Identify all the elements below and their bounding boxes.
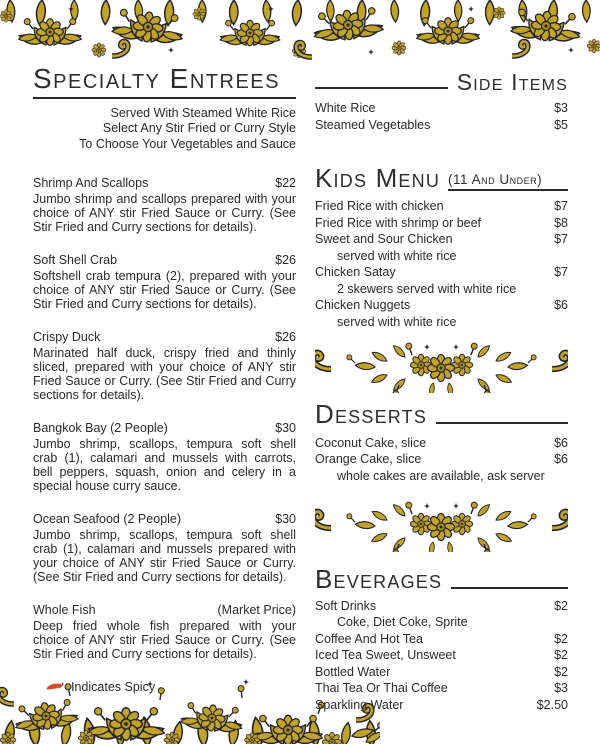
heading-rule — [451, 587, 568, 589]
menu-item — [33, 330, 296, 402]
item-price: $6 — [554, 452, 568, 467]
spicy-legend-label: Indicates Spicy — [71, 680, 156, 695]
floral-divider — [315, 339, 568, 393]
menu-item — [315, 598, 568, 631]
item-description: Jumbo shrimp and scallops prepared with your choice of ANY stir Fried Sauce or Curry. (See Stir Fried and Curry sections for details). — [33, 192, 296, 235]
item-price: $26 — [275, 253, 296, 268]
kids-menu-section — [315, 165, 568, 330]
menu-item — [315, 117, 568, 134]
menu-item — [33, 421, 296, 493]
menu-item — [315, 697, 568, 714]
item-price: $22 — [275, 176, 296, 191]
item-note: Coke, Diet Coke, Sprite — [337, 615, 468, 630]
item-note: whole cakes are available, ask server — [337, 468, 545, 483]
item-name: Sweet and Sour Chicken — [315, 232, 453, 247]
side-items-heading — [315, 70, 568, 94]
item-name: Orange Cake, slice — [315, 452, 422, 467]
menu-item — [315, 297, 568, 330]
floral-border-top — [0, 0, 600, 62]
section-title-desserts: Desserts — [315, 399, 428, 430]
subtitle-line: Served With Steamed White Rice — [110, 105, 296, 120]
spicy-legend — [45, 680, 296, 694]
item-price: $30 — [275, 421, 296, 436]
menu-item — [33, 512, 296, 584]
item-name: Thai Tea Or Thai Coffee — [315, 681, 448, 696]
kids-age-note-rule — [448, 172, 568, 191]
specialty-entrees-section — [33, 64, 296, 694]
item-price: $2 — [554, 648, 568, 663]
item-name: Sparkling Water — [315, 697, 404, 712]
menu-item — [315, 451, 568, 484]
item-description: Softshell crab tempura (2), prepared with your choice of ANY stir Fried Sauce or Curry. (See Stir Fried and Curry sections for details). — [33, 269, 296, 312]
heading-rule — [315, 87, 448, 89]
menu-item — [33, 603, 296, 661]
item-name: Steamed Vegetables — [315, 117, 431, 132]
menu-item — [33, 253, 296, 311]
item-price: $2 — [554, 598, 568, 613]
item-note: served with white rice — [337, 248, 457, 263]
item-price: $8 — [554, 215, 568, 230]
item-name: Fried Rice with chicken — [315, 199, 444, 214]
item-price: $2 — [554, 631, 568, 646]
item-name: Ocean Seafood (2 People) — [33, 512, 182, 527]
item-name: Coffee And Hot Tea — [315, 631, 423, 646]
item-name: Iced Tea Sweet, Unsweet — [315, 648, 456, 663]
section-title-specialty-entrees: Specialty Entrees — [33, 64, 296, 99]
menu-item — [315, 680, 568, 697]
item-name: Chicken Nuggets — [315, 298, 411, 313]
item-price: $26 — [275, 330, 296, 345]
menu-item — [315, 631, 568, 648]
kids-menu-heading — [315, 165, 568, 192]
heading-rule — [436, 422, 568, 424]
item-price: $2 — [554, 664, 568, 679]
item-price: $7 — [554, 232, 568, 247]
item-description: Jumbo shrimp, scallops, tempura soft shell crab (1), calamari and mussels prepared with your choice of ANY stir Fried Sauce or Curry. (See Stir Fried and Curry sections for details). — [33, 528, 296, 585]
side-items-list — [315, 100, 568, 133]
menu-item — [315, 647, 568, 664]
item-name: White Rice — [315, 101, 376, 116]
item-name: Soft Drinks — [315, 598, 377, 613]
chili-icon — [45, 681, 64, 693]
item-note: 2 skewers served with white rice — [337, 281, 517, 296]
item-price: $7 — [554, 265, 568, 280]
item-price: (Market Price) — [217, 603, 296, 618]
item-name: Soft Shell Crab — [33, 253, 118, 268]
floral-divider — [315, 498, 568, 552]
item-price: $5 — [554, 117, 568, 132]
desserts-section — [315, 401, 568, 484]
item-description: Jumbo shrimp, scallops, tempura soft shell crab (1), calamari and mussels with carrots, bell peppers, squash, onion and celery in a special house curry sauce. — [33, 437, 296, 494]
item-price: $2.50 — [536, 697, 568, 712]
right-column — [315, 70, 568, 713]
item-description: Deep fried whole fish prepared with your choice of ANY stir Fried Sauce or Curry. (See Stir Fried and Curry sections for details). — [33, 619, 296, 662]
kids-menu-list — [315, 198, 568, 330]
item-price: $3 — [554, 681, 568, 696]
item-price: $30 — [275, 512, 296, 527]
specialty-subtitle — [33, 106, 296, 153]
item-name: Coconut Cake, slice — [315, 435, 427, 450]
item-name: Bangkok Bay (2 People) — [33, 421, 168, 436]
section-title-side-items: Side Items — [456, 69, 568, 95]
side-items-section — [315, 70, 568, 133]
section-title-kids-menu: Kids Menu — [315, 163, 441, 194]
section-title-beverages: Beverages — [315, 564, 443, 595]
item-name: Shrimp And Scallops — [33, 176, 149, 191]
item-description: Marinated half duck, crispy fried and thinly sliced, prepared with your choice of ANY stir Fried Sauce or Curry. (See Stir Fried and Curry sections for details). — [33, 346, 296, 403]
menu-item — [315, 215, 568, 232]
item-name: Fried Rice with shrimp or beef — [315, 215, 482, 230]
item-name: Whole Fish — [33, 603, 96, 618]
menu-item — [315, 264, 568, 297]
menu-item — [315, 198, 568, 215]
desserts-heading — [315, 401, 568, 428]
menu-item — [315, 664, 568, 681]
item-price: $6 — [554, 298, 568, 313]
beverages-list — [315, 598, 568, 714]
beverages-heading — [315, 566, 568, 593]
item-name: Crispy Duck — [33, 330, 101, 345]
menu-item — [33, 176, 296, 234]
item-note: served with white rice — [337, 314, 457, 329]
item-price: $3 — [554, 101, 568, 116]
subtitle-line: To Choose Your Vegetables and Sauce — [79, 136, 296, 151]
beverages-section — [315, 566, 568, 713]
menu-item — [315, 231, 568, 264]
kids-age-note: (11 And Under) — [448, 172, 543, 188]
menu-item — [315, 435, 568, 452]
item-name: Bottled Water — [315, 664, 391, 679]
subtitle-line: Select Any Stir Fried or Curry Style — [102, 121, 296, 136]
item-name: Chicken Satay — [315, 265, 396, 280]
entree-list — [33, 176, 296, 661]
menu-item — [315, 100, 568, 117]
item-price: $7 — [554, 199, 568, 214]
item-price: $6 — [554, 435, 568, 450]
desserts-list — [315, 435, 568, 485]
